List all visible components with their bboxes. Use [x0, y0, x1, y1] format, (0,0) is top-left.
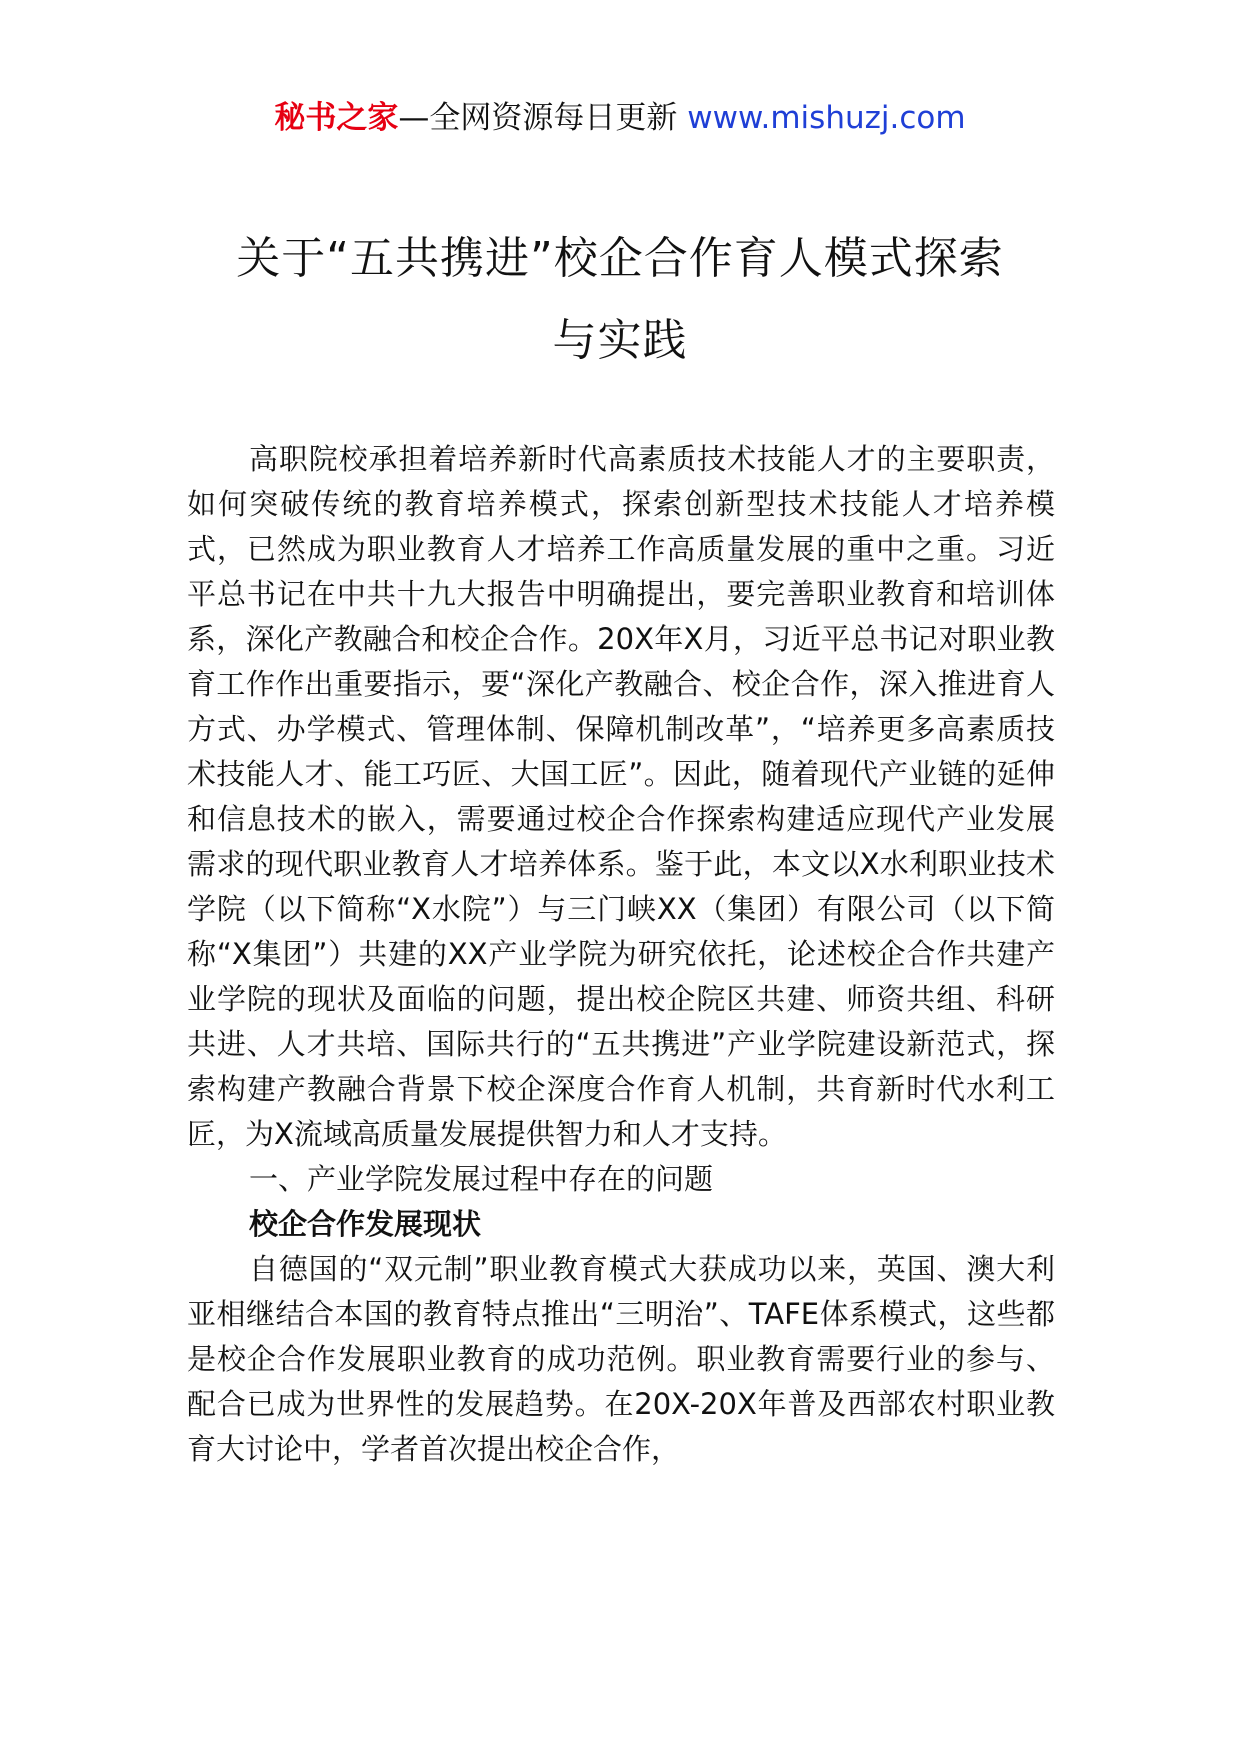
document-title [150, 218, 1090, 382]
brand-name: 秘书之家 [274, 100, 399, 136]
subsection-heading-status: 校企合作发展现状 [249, 1207, 482, 1241]
site-url-link[interactable]: www.mishuzj.com [687, 100, 966, 136]
site-header [0, 98, 1240, 138]
body-paragraph-status: 自德国的“双元制”职业教育模式大获成功以来，英国、澳大利亚相继结合本国的教育特点推出“三明治”、TAFE体系模式，这些都是校企合作发展职业教育的成功范例。职业教育需要行业的参与、配合已成为世界性的发展趋势。在20X-20X年普及西部农村职业教育大讨论中，学者首次提出校企合作， [187, 1252, 1055, 1466]
title-line-1: 关于“五共携进”校企合作育人模式探索 [236, 233, 1004, 284]
section-heading-1: 一、产业学院发展过程中存在的问题 [249, 1162, 714, 1196]
document-body [187, 437, 1055, 1472]
title-line-2: 与实践 [552, 315, 688, 366]
header-tagline: —全网资源每日更新 [398, 100, 678, 136]
body-paragraph-intro: 高职院校承担着培养新时代高素质技术技能人才的主要职责，如何突破传统的教育培养模式，探索创新型技术技能人才培养模式，已然成为职业教育人才培养工作高质量发展的重中之重。习近平总书记在中共十九大报告中明确提出，要完善职业教育和培训体系，深化产教融合和校企合作。20X年X月，习近平总书记对职业教育工作作出重要指示，要“深化产教融合、校企合作，深入推进育人方式、办学模式、管理体制、保障机制改革”，“培养更多高素质技术技能人才、能工巧匠、大国工匠”。因此，随着现代产业链的延伸和信息技术的嵌入，需要通过校企合作探索构建适应现代产业发展需求的现代职业教育人才培养体系。鉴于此，本文以X水利职业技术学院（以下简称“X水院”）与三门峡XX（集团）有限公司（以下简称“X集团”）共建的XX产业学院为研究依托，论述校企合作共建产业学院的现状及面临的问题，提出校企院区共建、师资共组、科研共进、人才共培、国际共行的“五共携进”产业学院建设新范式，探索构建产教融合背景下校企深度合作育人机制，共育新时代水利工匠，为X流域高质量发展提供智力和人才支持。 [187, 442, 1055, 1151]
